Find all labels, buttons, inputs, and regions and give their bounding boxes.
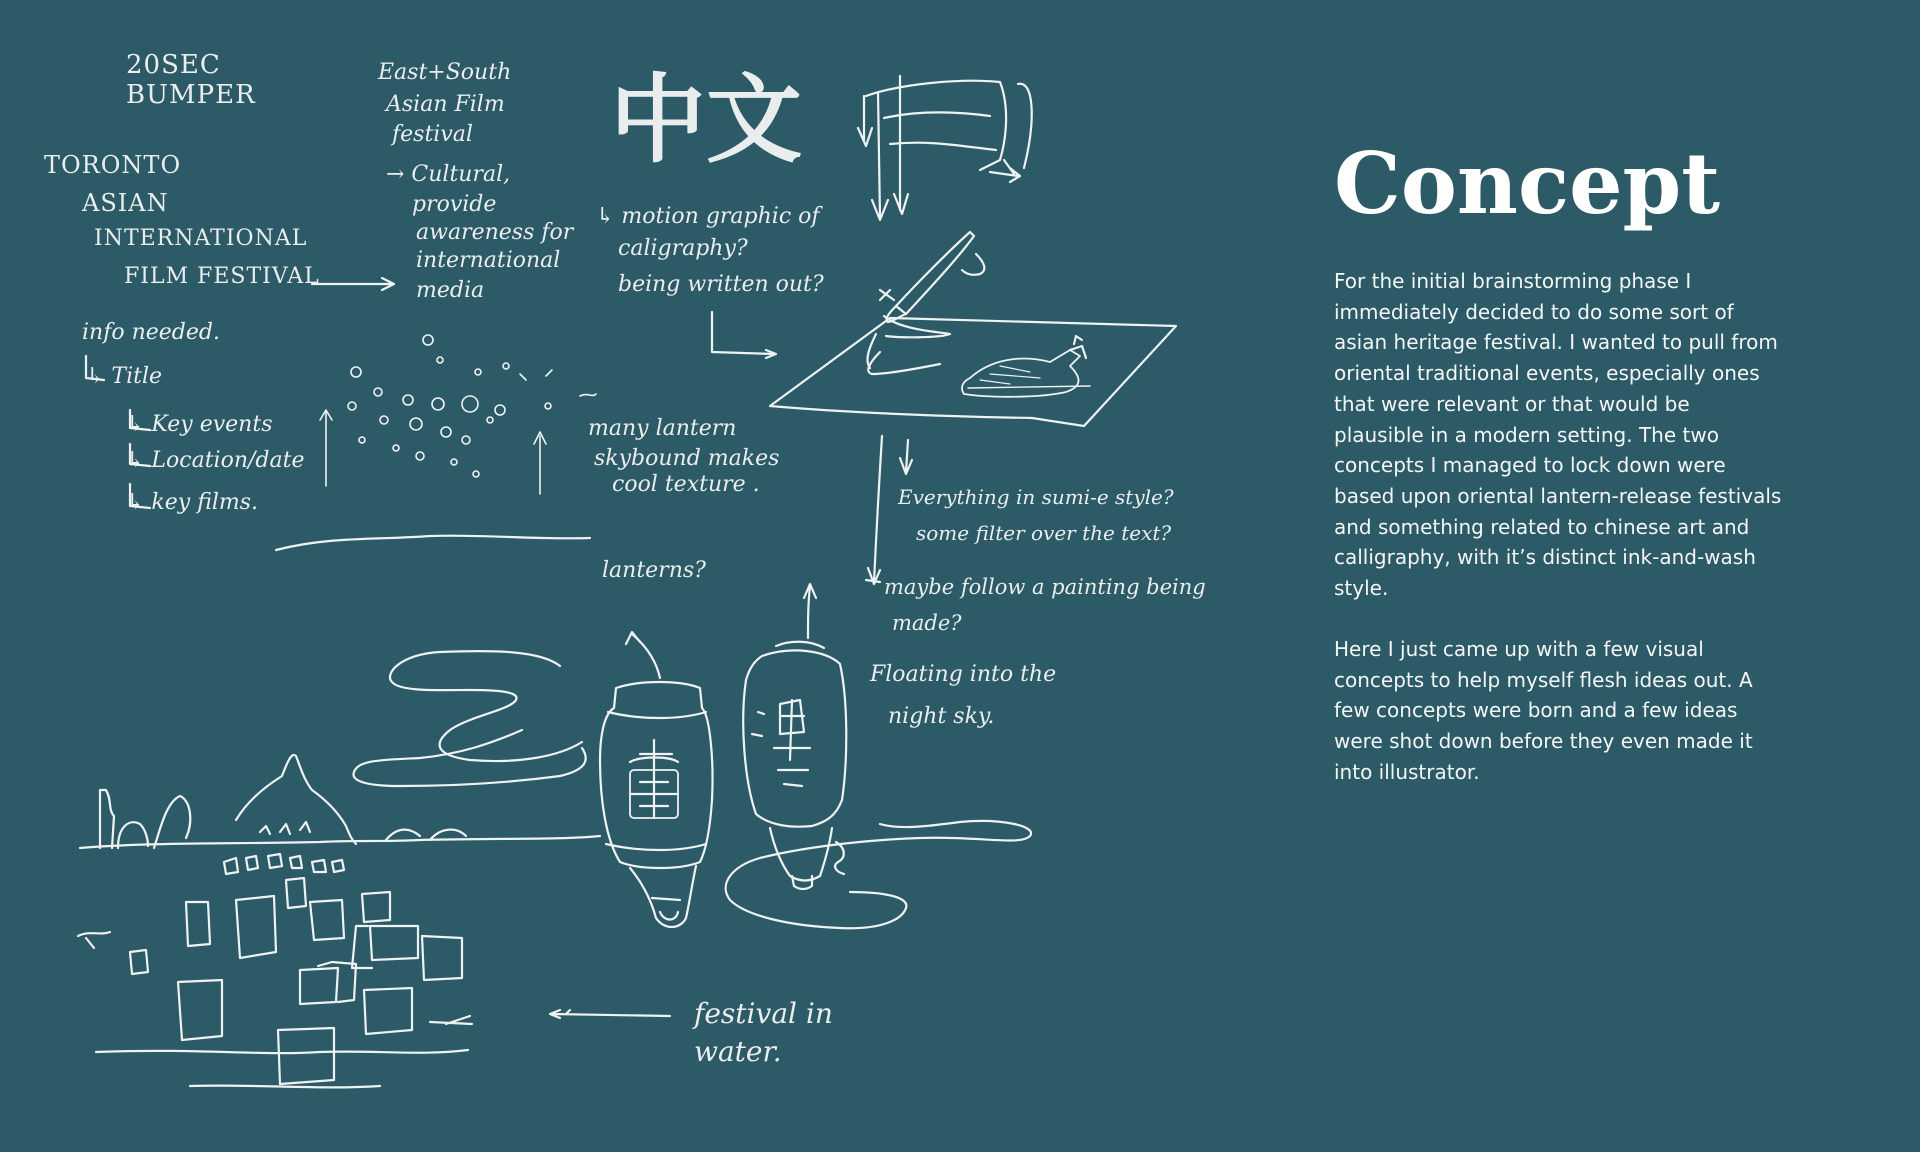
note-cultural-4: international (416, 248, 561, 273)
note-lanterns-texture-3: cool texture . (612, 472, 760, 497)
note-info-key-events: ↳ Key events (126, 412, 273, 437)
note-info-key-films: ↳ key films. (126, 490, 259, 515)
cloud-swirl (353, 651, 585, 786)
note-motion-graphic-2: caligraphy? (618, 236, 748, 261)
note-festival-name-2: ASIAN (82, 189, 169, 217)
calligraphy-sketch (858, 76, 1032, 220)
note-chinese-characters: 中文 (610, 64, 802, 176)
page-title: Concept (1334, 134, 1721, 233)
note-sumie-2: some filter over the text? (916, 521, 1172, 545)
lantern-particles (320, 335, 596, 494)
note-sumie-1: Everything in sumi-e style? (898, 485, 1174, 509)
note-cultural-3: awareness for (416, 220, 574, 245)
note-water-1: festival in (694, 997, 833, 1030)
note-festival-name-4: FILM FESTIVAL (124, 264, 320, 289)
divider-line (276, 536, 590, 550)
concept-paragraph-2: Here I just came up with a few visual concepts to help myself flesh ideas out. A few concepts were born and a few ideas were shot down before they even made it into illustrator. (1334, 637, 1753, 784)
lantern-sketch-1 (600, 632, 713, 927)
note-cultural-1: → Cultural, (386, 162, 511, 187)
note-film-festival-2: Asian Film (386, 92, 505, 117)
note-info-needed: info needed. (82, 320, 220, 345)
note-cultural-2: provide (412, 192, 497, 217)
note-cultural-5: media (416, 278, 485, 303)
note-floating-2: night sky. (888, 704, 995, 729)
note-festival-name-3: INTERNATIONAL (94, 226, 308, 251)
note-motion-graphic-1: ↳ motion graphic of (596, 204, 820, 229)
note-water-2: water. (694, 1035, 782, 1068)
note-painting-1: maybe follow a painting being (884, 575, 1206, 599)
note-bumper: 20SEC BUMPER (126, 50, 256, 110)
note-lanterns-question: lanterns? (602, 558, 706, 583)
concept-paragraph-1: For the initial brainstorming phase I immediately decided to do some sort of asian heritage festival. I wanted to pull from oriental traditional events, especially ones that were relevant or that would be plausible in a modern setting. The two concepts I managed to lock down were based upon oriental lantern-release festivals and something related to chinese art and calligraphy, with it’s distinct ink-and-wash style. (1334, 269, 1782, 601)
note-painting-2: made? (892, 611, 962, 635)
note-motion-graphic-3: being written out? (618, 272, 824, 297)
note-film-festival-1: East+South (378, 60, 512, 85)
note-festival-name-1: TORONTO (44, 151, 182, 179)
lantern-sketch-2 (743, 584, 846, 889)
note-lanterns-texture-1: many lantern (588, 416, 737, 441)
city-skyline-sketch (78, 755, 670, 1087)
arrow-right (312, 278, 394, 290)
note-info-location: ↳ Location/date (126, 448, 305, 473)
note-lanterns-texture-2: skybound makes (594, 446, 780, 471)
note-floating-1: Floating into the (870, 662, 1057, 687)
note-film-festival-3: festival (392, 122, 473, 147)
note-info-title: ↳ Title (86, 364, 163, 389)
brush-painting-sketch (770, 232, 1176, 426)
